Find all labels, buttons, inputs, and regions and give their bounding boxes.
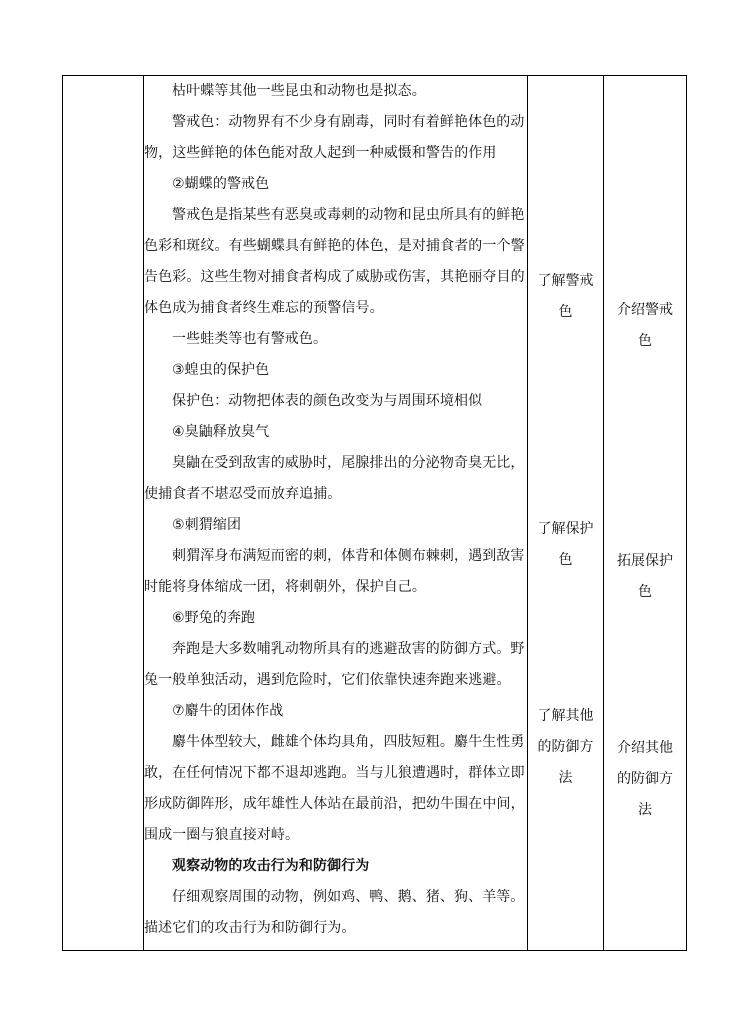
content-paragraph: 保护色：动物把体表的颜色改变为与周围环境相似 xyxy=(172,393,483,409)
activity-warning-color xyxy=(528,266,603,328)
activity-line: 色 xyxy=(558,552,573,568)
activity-line: 色 xyxy=(558,304,573,320)
lesson-plan-table xyxy=(62,75,687,951)
content-paragraph: 刺猬浑身布满短而密的刺，体背和体侧布棘刺，遇到敌害时能将身体缩成一团，将刺朝外，保护自己。 xyxy=(144,548,525,595)
activity-line: 了解警戒 xyxy=(537,273,594,289)
content-paragraph: 枯叶蝶等其他一些昆虫和动物也是拟态。 xyxy=(172,83,426,99)
intent-warning-color xyxy=(604,295,686,357)
content-paragraph: 臭鼬在受到敌害的威胁时，尾腺排出的分泌物奇臭无比，使捕食者不堪忍受而放弃追捕。 xyxy=(144,455,525,502)
content-paragraph: ④臭鼬释放臭气 xyxy=(172,424,270,440)
intent-line: 色 xyxy=(638,584,652,600)
stage-cell xyxy=(63,76,144,951)
content-paragraph: ③蝗虫的保护色 xyxy=(172,362,270,378)
content-paragraph: 一些蛙类等也有警戒色。 xyxy=(172,331,328,347)
intent-line: 介绍警戒 xyxy=(617,302,673,318)
design-intent-cell xyxy=(604,76,687,951)
intent-line: 法 xyxy=(638,802,652,818)
activity-line: 了解其他 xyxy=(537,708,594,724)
content-paragraph: 奔跑是大多数哺乳动物所具有的逃避敌害的防御方式。野兔一般单独活动，遇到危险时，它们依靠快速奔跑来逃避。 xyxy=(144,641,525,688)
content-paragraph: ⑤刺猬缩团 xyxy=(172,517,242,533)
activity-other-defense xyxy=(528,701,603,794)
content-paragraph: 麝牛体型较大，雌雄个体均具角，四肢短粗。麝牛生性勇敢，在任何情况下都不退却逃跑。当与儿狼遭遇时，群体立即形成防御阵形，成年雄性人体站在最前沿，把幼牛围在中间，围成一圈与狼直接对峙。 xyxy=(144,734,525,843)
activity-line: 的防御方 xyxy=(537,739,594,755)
content-paragraph: 仔细观察周围的动物，例如鸡、鸭、鹅、猪、狗、羊等。描述它们的攻击行为和防御行为。 xyxy=(144,889,525,936)
intent-line: 的防御方 xyxy=(617,771,673,787)
intent-line: 色 xyxy=(638,333,652,349)
content-paragraph: ⑦麝牛的团体作战 xyxy=(172,703,284,719)
teaching-content-cell xyxy=(144,76,528,951)
intent-protective-color xyxy=(604,546,686,608)
content-paragraph: ⑥野兔的奔跑 xyxy=(172,610,256,626)
activity-line: 法 xyxy=(558,770,573,786)
content-paragraph: 警戒色是指某些有恶臭或毒刺的动物和昆虫所具有的鲜艳色彩和斑纹。有些蝴蝶具有鲜艳的体色，是对捕食者的一个警告色彩。这些生物对捕食者构成了威胁或伤害，其艳丽夺目的体色成为捕食者终生难忘的预警信号。 xyxy=(144,207,525,316)
intent-line: 拓展保护 xyxy=(617,553,673,569)
student-activity-cell xyxy=(528,76,604,951)
intent-line: 介绍其他 xyxy=(617,740,673,756)
content-paragraph: ②蝴蝶的警戒色 xyxy=(172,176,270,192)
content-paragraphs xyxy=(144,76,527,944)
table-row xyxy=(63,76,687,951)
activity-line: 了解保护 xyxy=(537,521,594,537)
intent-other-defense xyxy=(604,733,686,826)
activity-protective-color xyxy=(528,514,603,576)
content-paragraph: 警戒色：动物界有不少身有剧毒，同时有着鲜艳体色的动物，这些鲜艳的体色能对敌人起到一种威慑和警告的作用 xyxy=(144,114,525,161)
section-heading: 观察动物的攻击行为和防御行为 xyxy=(172,858,370,874)
